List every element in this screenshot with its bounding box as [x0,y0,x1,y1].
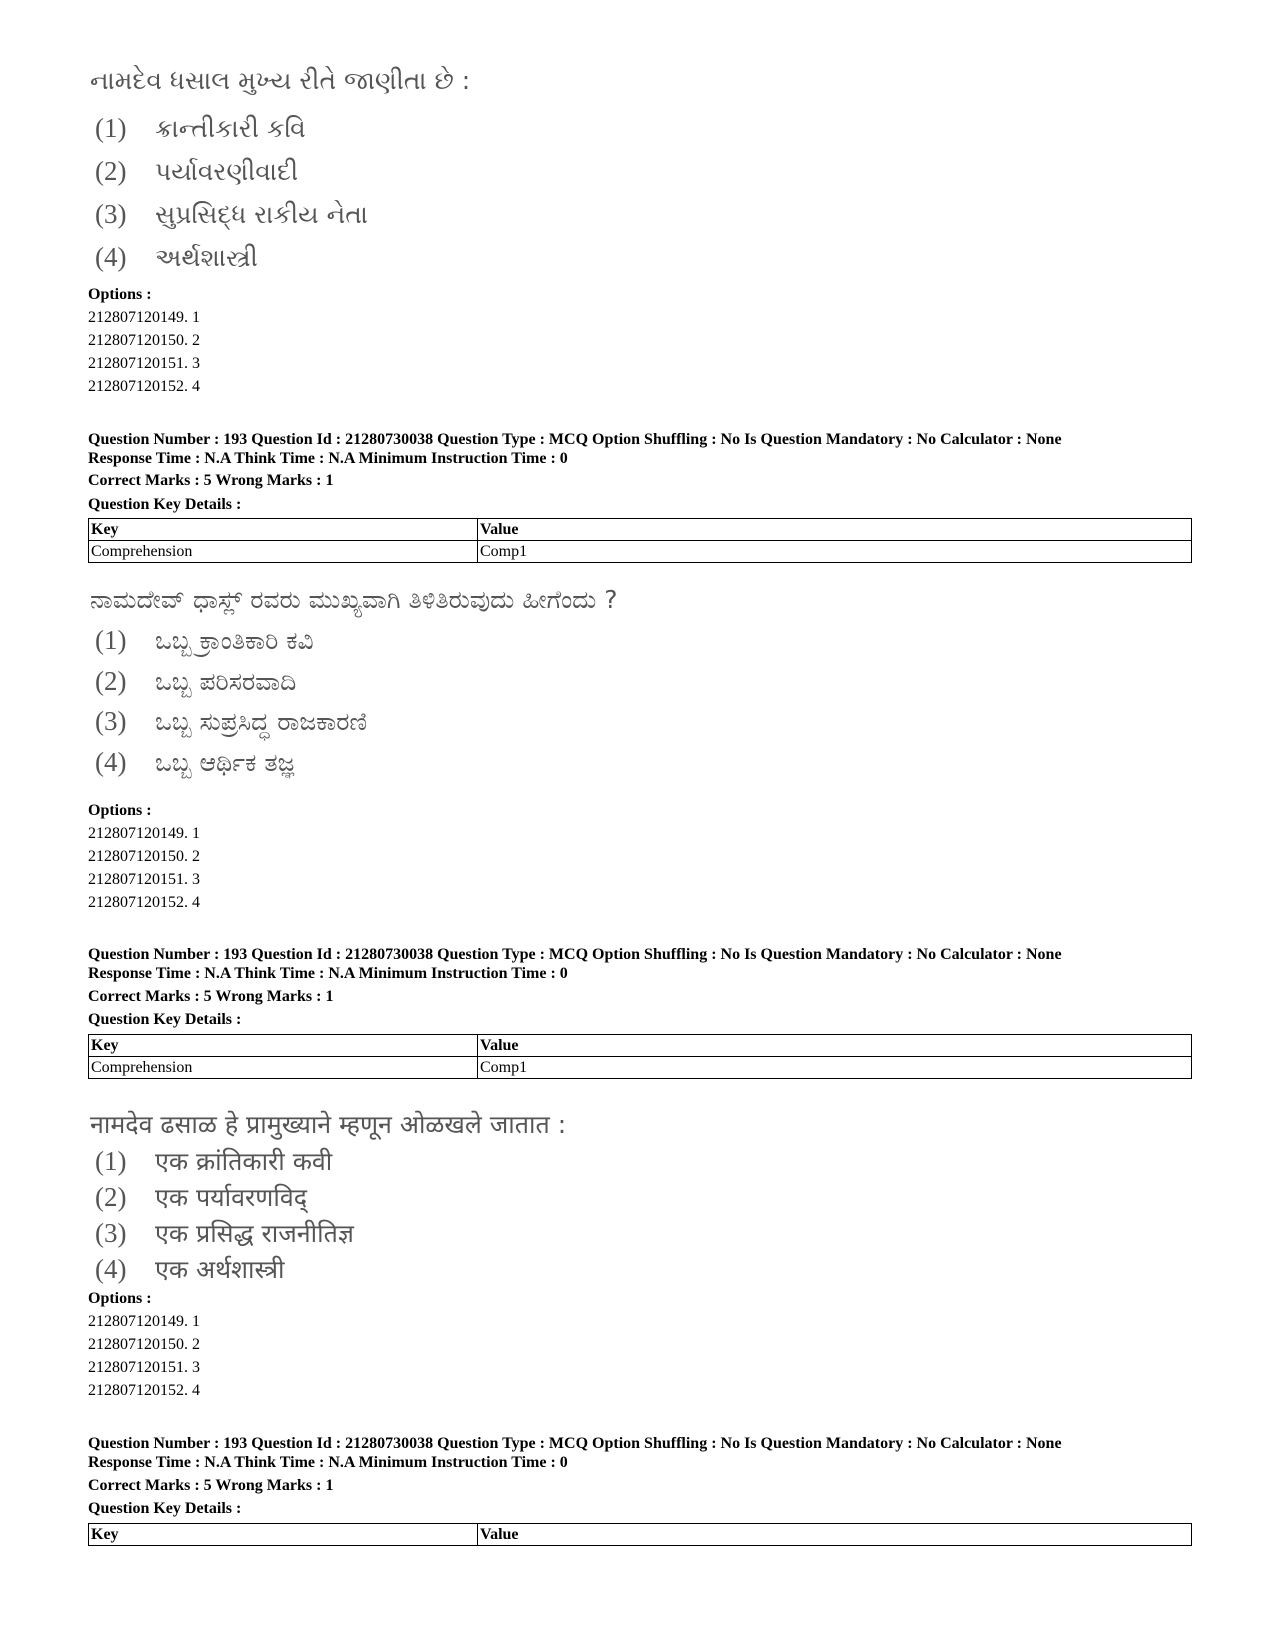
value-header: Value [478,1035,1192,1057]
option-id: 212807120150. 2 [88,848,200,865]
question-timing: Response Time : N.A Think Time : N.A Minimum Instruction Time : 0 [88,450,568,467]
question-option: (3) एक प्रसिद्ध राजनीतिज्ञ [95,1218,354,1248]
question-text: नामदेव ढसाळ हे प्रामुख्याने म्हणून ओळखले जातात : [90,1110,567,1139]
option-id: 212807120151. 3 [88,1359,200,1376]
option-id: 212807120151. 3 [88,871,200,888]
key-cell: Comprehension [89,1057,478,1079]
question-option: (2) एक पर्यावरणविद् [95,1182,307,1212]
option-id: 212807120152. 4 [88,894,200,911]
key-details-label: Question Key Details : [88,496,242,513]
question-option: (1) ಒಬ್ಬ ಕ್ರಾಂತಿಕಾರಿ ಕವಿ [95,625,314,655]
key-header: Key [89,519,478,541]
question-header: Question Number : 193 Question Id : 21280730038 Question Type : MCQ Option Shuffling : No Is Question Mandatory : No Calculator : None [88,431,1062,448]
key-details-table [88,518,1192,563]
question-option: (3) સુપ્રસિદ્ધ રાકીય નેતા [95,199,368,229]
key-cell: Comprehension [89,541,478,563]
question-text: નામદેવ ધસાલ મુખ્ય રીતે જાણીતા છે : [90,66,471,95]
option-id: 212807120152. 4 [88,1382,200,1399]
option-id: 212807120149. 1 [88,1313,200,1330]
value-cell: Comp1 [478,1057,1192,1079]
question-option: (3) ಒಬ್ಬ ಸುಪ್ರಸಿದ್ಧ ರಾಜಕಾರಣಿ [95,706,368,736]
option-id: 212807120150. 2 [88,1336,200,1353]
question-image-kannada [90,585,618,777]
question-marks: Correct Marks : 5 Wrong Marks : 1 [88,472,334,489]
option-id: 212807120149. 1 [88,825,200,842]
option-id: 212807120152. 4 [88,378,200,395]
question-option: (4) અર્થશાસ્ત્રી [95,242,258,272]
question-header: Question Number : 193 Question Id : 21280730038 Question Type : MCQ Option Shuffling : No Is Question Mandatory : No Calculator : None [88,1435,1062,1452]
question-text: ನಾಮದೇವ್ ಧಾಸ್ಲ್ ರವರು ಮುಖ್ಯವಾಗಿ ತಿಳಿತಿರುವುದು ಹೀಗೆಂದು ? [90,585,618,614]
question-option: (4) एक अर्थशास्त्री [95,1254,285,1284]
option-id: 212807120150. 2 [88,332,200,349]
options-label: Options : [88,1290,152,1307]
question-timing: Response Time : N.A Think Time : N.A Minimum Instruction Time : 0 [88,1454,568,1471]
key-header: Key [89,1524,478,1546]
option-id: 212807120151. 3 [88,355,200,372]
question-image-marathi [90,1110,567,1284]
question-option: (2) ಒಬ್ಬ ಪರಿಸರವಾದಿ [95,666,297,696]
options-label: Options : [88,802,152,819]
key-details-table [88,1034,1192,1079]
question-header: Question Number : 193 Question Id : 21280730038 Question Type : MCQ Option Shuffling : No Is Question Mandatory : No Calculator : None [88,946,1062,963]
question-image-gujarati [90,66,471,272]
question-option: (4) ಒಬ್ಬ ಆರ್ಥಿಕ ತಜ್ಞ [95,747,295,777]
option-id: 212807120149. 1 [88,309,200,326]
question-option: (2) પર્યાવરણીવાદી [95,156,299,186]
key-details-label: Question Key Details : [88,1011,242,1028]
options-label: Options : [88,286,152,303]
question-option: (1) ક્રાન્તીકારી કવિ [95,113,306,143]
value-header: Value [478,519,1192,541]
question-marks: Correct Marks : 5 Wrong Marks : 1 [88,1477,334,1494]
key-details-label: Question Key Details : [88,1500,242,1517]
value-header: Value [478,1524,1192,1546]
question-option: (1) एक क्रांतिकारी कवी [95,1146,333,1176]
question-timing: Response Time : N.A Think Time : N.A Minimum Instruction Time : 0 [88,965,568,982]
question-marks: Correct Marks : 5 Wrong Marks : 1 [88,988,334,1005]
key-header: Key [89,1035,478,1057]
key-details-table [88,1523,1192,1546]
value-cell: Comp1 [478,541,1192,563]
